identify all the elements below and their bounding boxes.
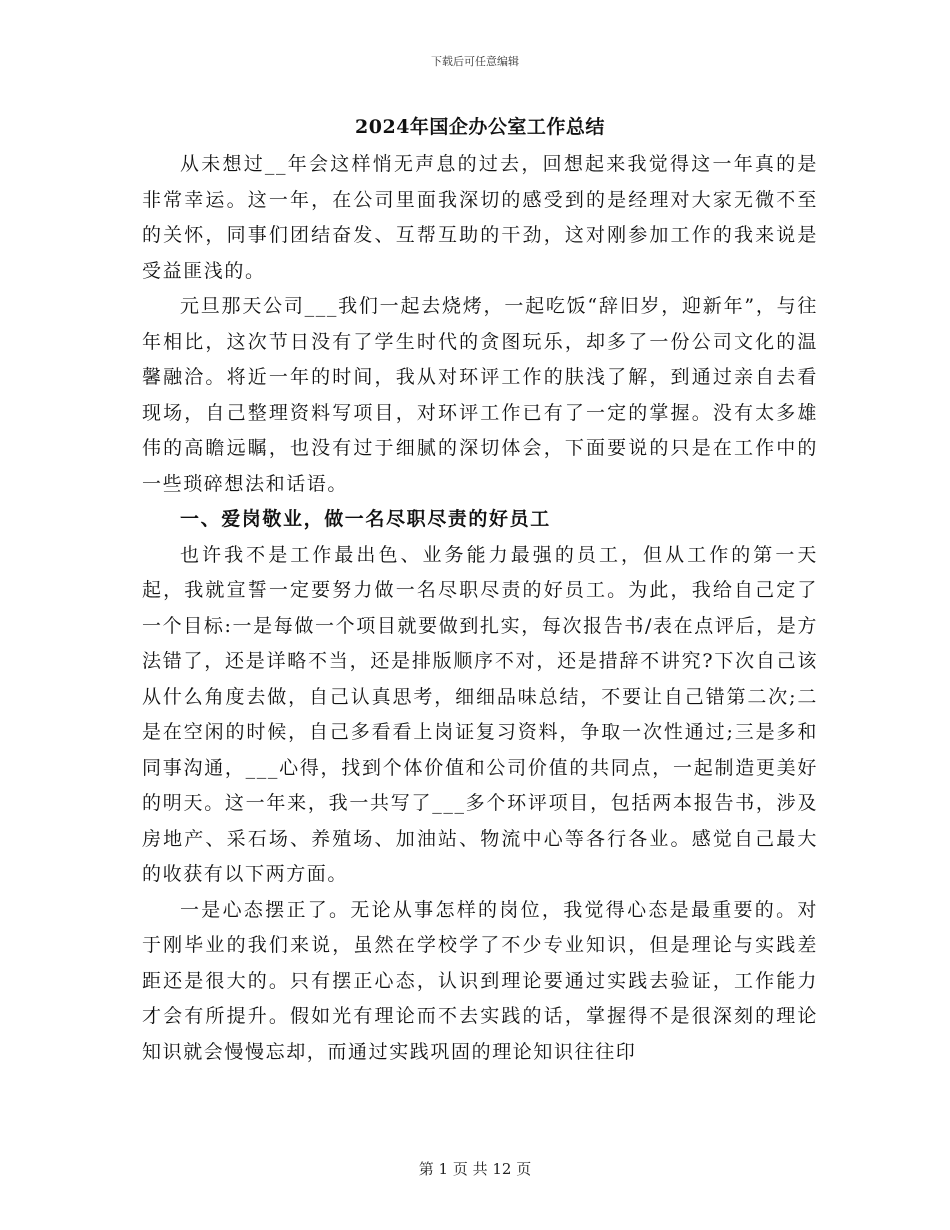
document-title: 2024年国企办公室工作总结	[355, 116, 605, 138]
document-body	[142, 147, 818, 1070]
page-footer: 第 1 页 共 12 页	[418, 1160, 532, 1178]
section-heading-1: 一、爱岗敬业，做一名尽职尽责的好员工	[180, 508, 551, 530]
paragraph-1: 从未想过__年会这样悄无声息的过去，回想起来我觉得这一年真的是非常幸运。这一年，在公司里面我深切的感受到的是经理对大家无微不至的关怀，同事们团结奋发、互帮互助的干劲，这对刚参加工作的我来说是受益匪浅的。	[142, 153, 818, 282]
paragraph-2: 元旦那天公司___我们一起去烧烤，一起吃饭“辞旧岁，迎新年”，与往年相比，这次节日没有了学生时代的贪图玩乐，却多了一份公司文化的温馨融洽。将近一年的时间，我从对环评工作的肤浅了解，到通过亲自去看现场，自己整理资料写项目，对环评工作已有了一定的掌握。没有太多雄伟的高瞻远瞩，也没有过于细腻的深切体会，下面要说的只是在工作中的一些琐碎想法和话语。	[142, 295, 818, 495]
paragraph-3: 也许我不是工作最出色、业务能力最强的员工，但从工作的第一天起，我就宣誓一定要努力做一名尽职尽责的好员工。为此，我给自己定了一个目标:一是每做一个项目就要做到扎实，每次报告书/表在点评后，是方法错了，还是详略不当，还是排版顺序不对，还是措辞不讲究?下次自己该从什么角度去做，自己认真思考，细细品味总结，不要让自己错第二次;二是在空闲的时候，自己多看看上岗证复习资料，争取一次性通过;三是多和同事沟通，___心得，找到个体价值和公司价值的共同点，一起制造更美好的明天。这一年来，我一共写了___多个环评项目，包括两本报告书，涉及房地产、采石场、养殖场、加油站、物流中心等各行各业。感觉自己最大的收获有以下两方面。	[142, 543, 818, 885]
header-note: 下载后可任意编辑	[431, 55, 519, 68]
paragraph-4: 一是心态摆正了。无论从事怎样的岗位，我觉得心态是最重要的。对于刚毕业的我们来说，虽然在学校学了不少专业知识，但是理论与实践差距还是很大的。只有摆正心态，认识到理论要通过实践去验证，工作能力才会有所提升。假如光有理论而不去实践的话，掌握得不是很深刻的理论知识就会慢慢忘却，而通过实践巩固的理论知识往往印	[142, 898, 818, 1063]
